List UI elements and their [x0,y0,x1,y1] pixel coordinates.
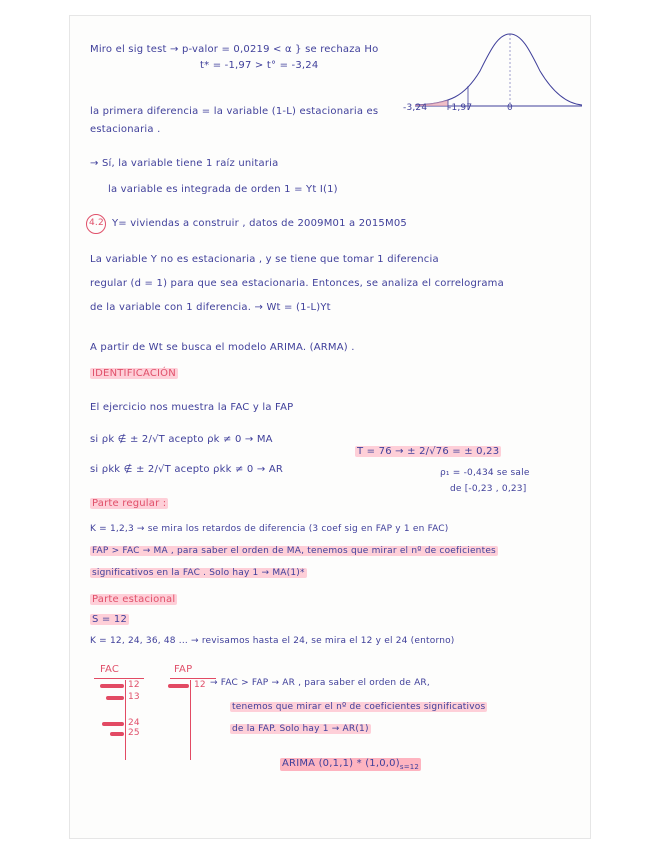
text-line-24: tenemos que mirar el nº de coeficientes significativos [232,702,486,712]
text-line-15c: de [-0,23 , 0,23] [450,484,527,494]
fac-bar-13 [106,696,124,700]
section-heading-parte-regular: Parte regular : [92,498,167,509]
text-line-3: la primera diferencia = la variable (1-L) estacionaria es [90,106,379,117]
text-line-17: K = 1,2,3 → se mira los retardos de diferencia (3 coef sig en FAP y 1 en FAC) [90,524,449,534]
fac-axis [125,680,126,760]
text-line-23: → FAC > FAP → AR , para saber el orden de AR, [210,678,430,688]
sketch-label-1: -3,24 [403,103,428,113]
text-line-8: La variable Y no es estacionaria , y se tiene que tomar 1 diferencia [90,254,439,265]
text-line-21: S = 12 [92,614,128,625]
final-model-text: ARIMA (0,1,1) * (1,0,0) [282,758,400,769]
text-line-7: Y= viviendas a construir , datos de 2009M01 a 2015M05 [112,218,407,229]
fac-bar-25 [110,732,124,736]
fac-lag-13: 13 [128,692,140,702]
final-model [280,758,421,771]
text-line-13: El ejercicio nos muestra la FAC y la FAP [90,402,294,413]
notebook-page [70,16,590,838]
text-line-1: Miro el sig test → p-valor = 0,0219 < α } se rechaza Ho [90,44,379,55]
text-line-19: significativos en la FAC . Solo hay 1 → MA(1)* [92,568,305,578]
text-line-9: regular (d = 1) para que sea estacionaria. Entonces, se analiza el correlograma [90,278,504,289]
text-line-14a: si ρk ∉ ± 2/√T acepto ρk ≠ 0 → MA [90,434,273,445]
distribution-sketch [410,26,585,126]
fac-lag-25: 25 [128,728,140,738]
text-line-6: la variable es integrada de orden 1 = Yt I(1) [108,184,338,195]
section-heading-identificacion: IDENTIFICACIÓN [92,368,176,379]
fac-lag-24: 24 [128,718,140,728]
fap-bar-12 [168,684,189,688]
fac-lag-12: 12 [128,680,140,690]
final-model-subscript: s=12 [399,763,420,771]
text-line-10: de la variable con 1 diferencia. → Wt = (1-L)Yt [90,302,331,313]
fap-lag-12: 12 [194,680,206,690]
text-line-15b: ρ₁ = -0,434 se sale [440,468,530,478]
fac-label: FAC [100,664,120,675]
text-line-4: estacionaria . [90,124,161,135]
section-heading-parte-estacional: Parte estacional [92,594,176,605]
fac-bar-12 [100,684,124,688]
sketch-label-3: 0 [507,103,513,113]
fac-underline [94,678,144,679]
text-line-14b: T = 76 → ± 2/√76 = ± 0,23 [357,446,500,457]
text-line-25: de la FAP. Solo hay 1 → AR(1) [232,724,369,734]
sketch-label-2: -1,97 [448,103,473,113]
fac-bar-24 [102,722,124,726]
exercise-number: 4.2 [89,218,104,228]
fap-axis [190,680,191,760]
text-line-11: A partir de Wt se busca el modelo ARIMA. (ARMA) . [90,342,355,353]
text-line-15a: si ρkk ∉ ± 2/√T acepto ρkk ≠ 0 → AR [90,464,284,475]
text-line-18: FAP > FAC → MA , para saber el orden de MA, tenemos que mirar el nº de coeficientes [92,546,496,556]
fap-label: FAP [174,664,193,675]
text-line-5: → Sí, la variable tiene 1 raíz unitaria [90,158,279,169]
text-line-2: t* = -1,97 > t° = -3,24 [200,60,319,71]
text-line-22: K = 12, 24, 36, 48 ... → revisamos hasta el 24, se mira el 12 y el 24 (entorno) [90,636,455,646]
